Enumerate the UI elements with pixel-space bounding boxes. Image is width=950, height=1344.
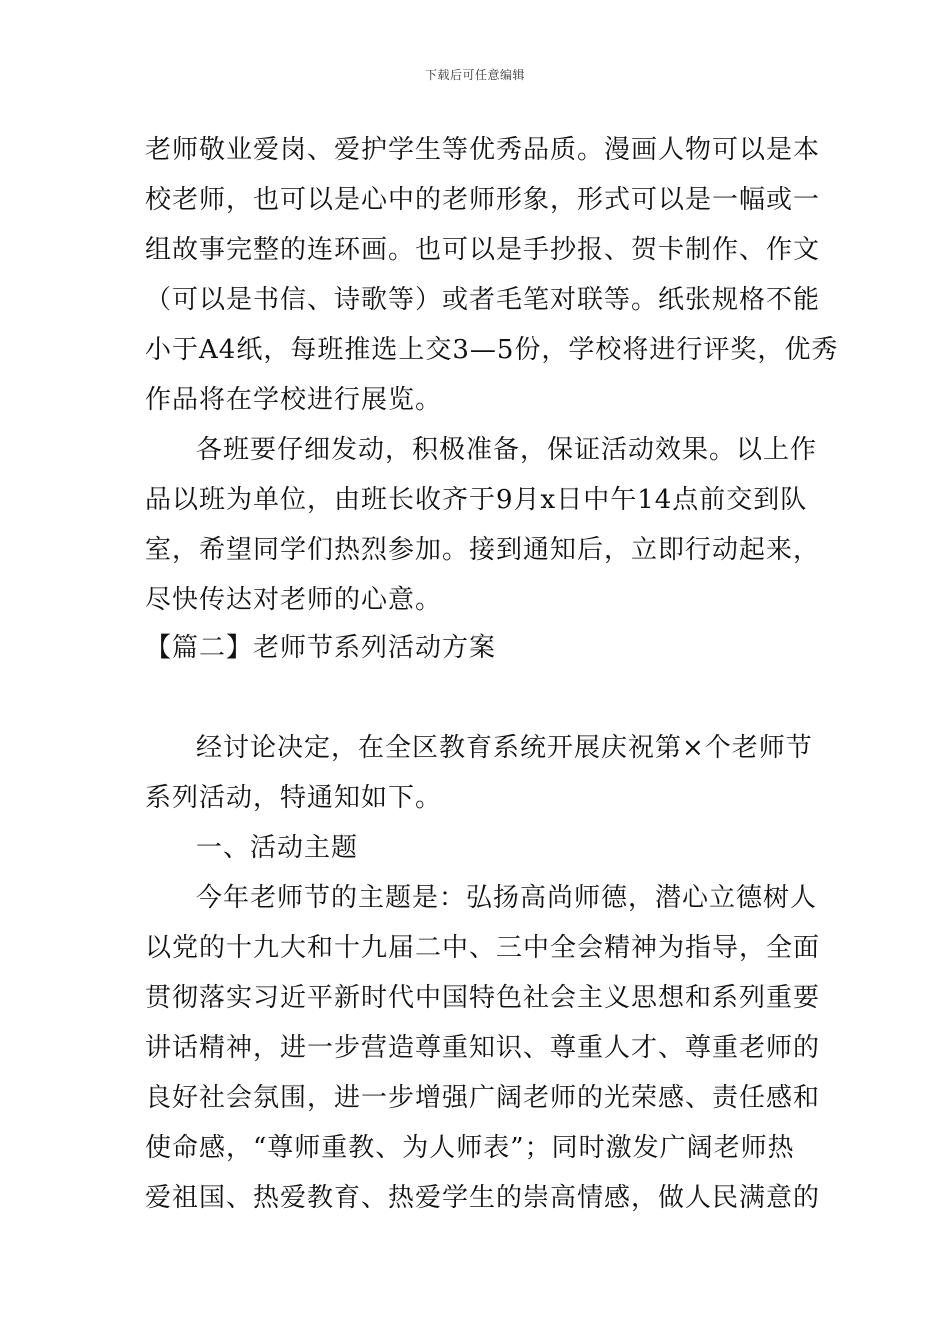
section-heading: 【篇二】老师节系列活动方案 <box>145 633 497 663</box>
paragraph-line: 系列活动，特通知如下。 <box>145 783 443 813</box>
paragraph-line: 尽快传达对老师的心意。 <box>145 585 443 615</box>
paragraph-line: 贯彻落实习近平新时代中国特色社会主义思想和系列重要 <box>145 983 821 1013</box>
page-header-note: 下载后可任意编辑 <box>424 68 525 82</box>
paragraph-line: 以党的十九大和十九届二中、三中全会精神为指导，全面 <box>145 933 821 963</box>
paragraph-line: 室，希望同学们热烈参加。接到通知后，立即行动起来， <box>145 535 821 565</box>
paragraph-line: 今年老师节的主题是：弘扬高尚师德，潜心立德树人 <box>196 883 818 913</box>
paragraph-line: （可以是书信、诗歌等）或者毛笔对联等。纸张规格不能 <box>145 285 821 315</box>
paragraph-line: 使命感，“尊师重教、为人师表”；同时激发广阔老师热 <box>145 1133 795 1163</box>
paragraph-line: 经讨论决定，在全区教育系统开展庆祝第×个老师节 <box>196 733 813 763</box>
paragraph-line: 组故事完整的连环画。也可以是手抄报、贺卡制作、作文 <box>145 235 821 265</box>
paragraph-line: 老师敬业爱岗、爱护学生等优秀品质。漫画人物可以是本 <box>145 135 821 165</box>
subheading: 一、活动主题 <box>196 833 359 863</box>
paragraph-line: 讲话精神，进一步营造尊重知识、尊重人才、尊重老师的 <box>145 1033 821 1063</box>
paragraph-line: 作品将在学校进行展览。 <box>145 385 443 415</box>
paragraph-line: 各班要仔细发动，积极准备，保证活动效果。以上作 <box>196 435 818 465</box>
paragraph-line: 校老师，也可以是心中的老师形象，形式可以是一幅或一 <box>145 185 821 215</box>
paragraph-line: 良好社会氛围，进一步增强广阔老师的光荣感、责任感和 <box>145 1083 821 1113</box>
paragraph-line: 小于A4纸，每班推选上交3—5份，学校将进行评奖，优秀 <box>145 335 839 365</box>
paragraph-line: 品以班为单位，由班长收齐于9月x日中午14点前交到队 <box>145 485 808 515</box>
paragraph-line: 爱祖国、热爱教育、热爱学生的崇高情感，做人民满意的 <box>145 1183 821 1213</box>
